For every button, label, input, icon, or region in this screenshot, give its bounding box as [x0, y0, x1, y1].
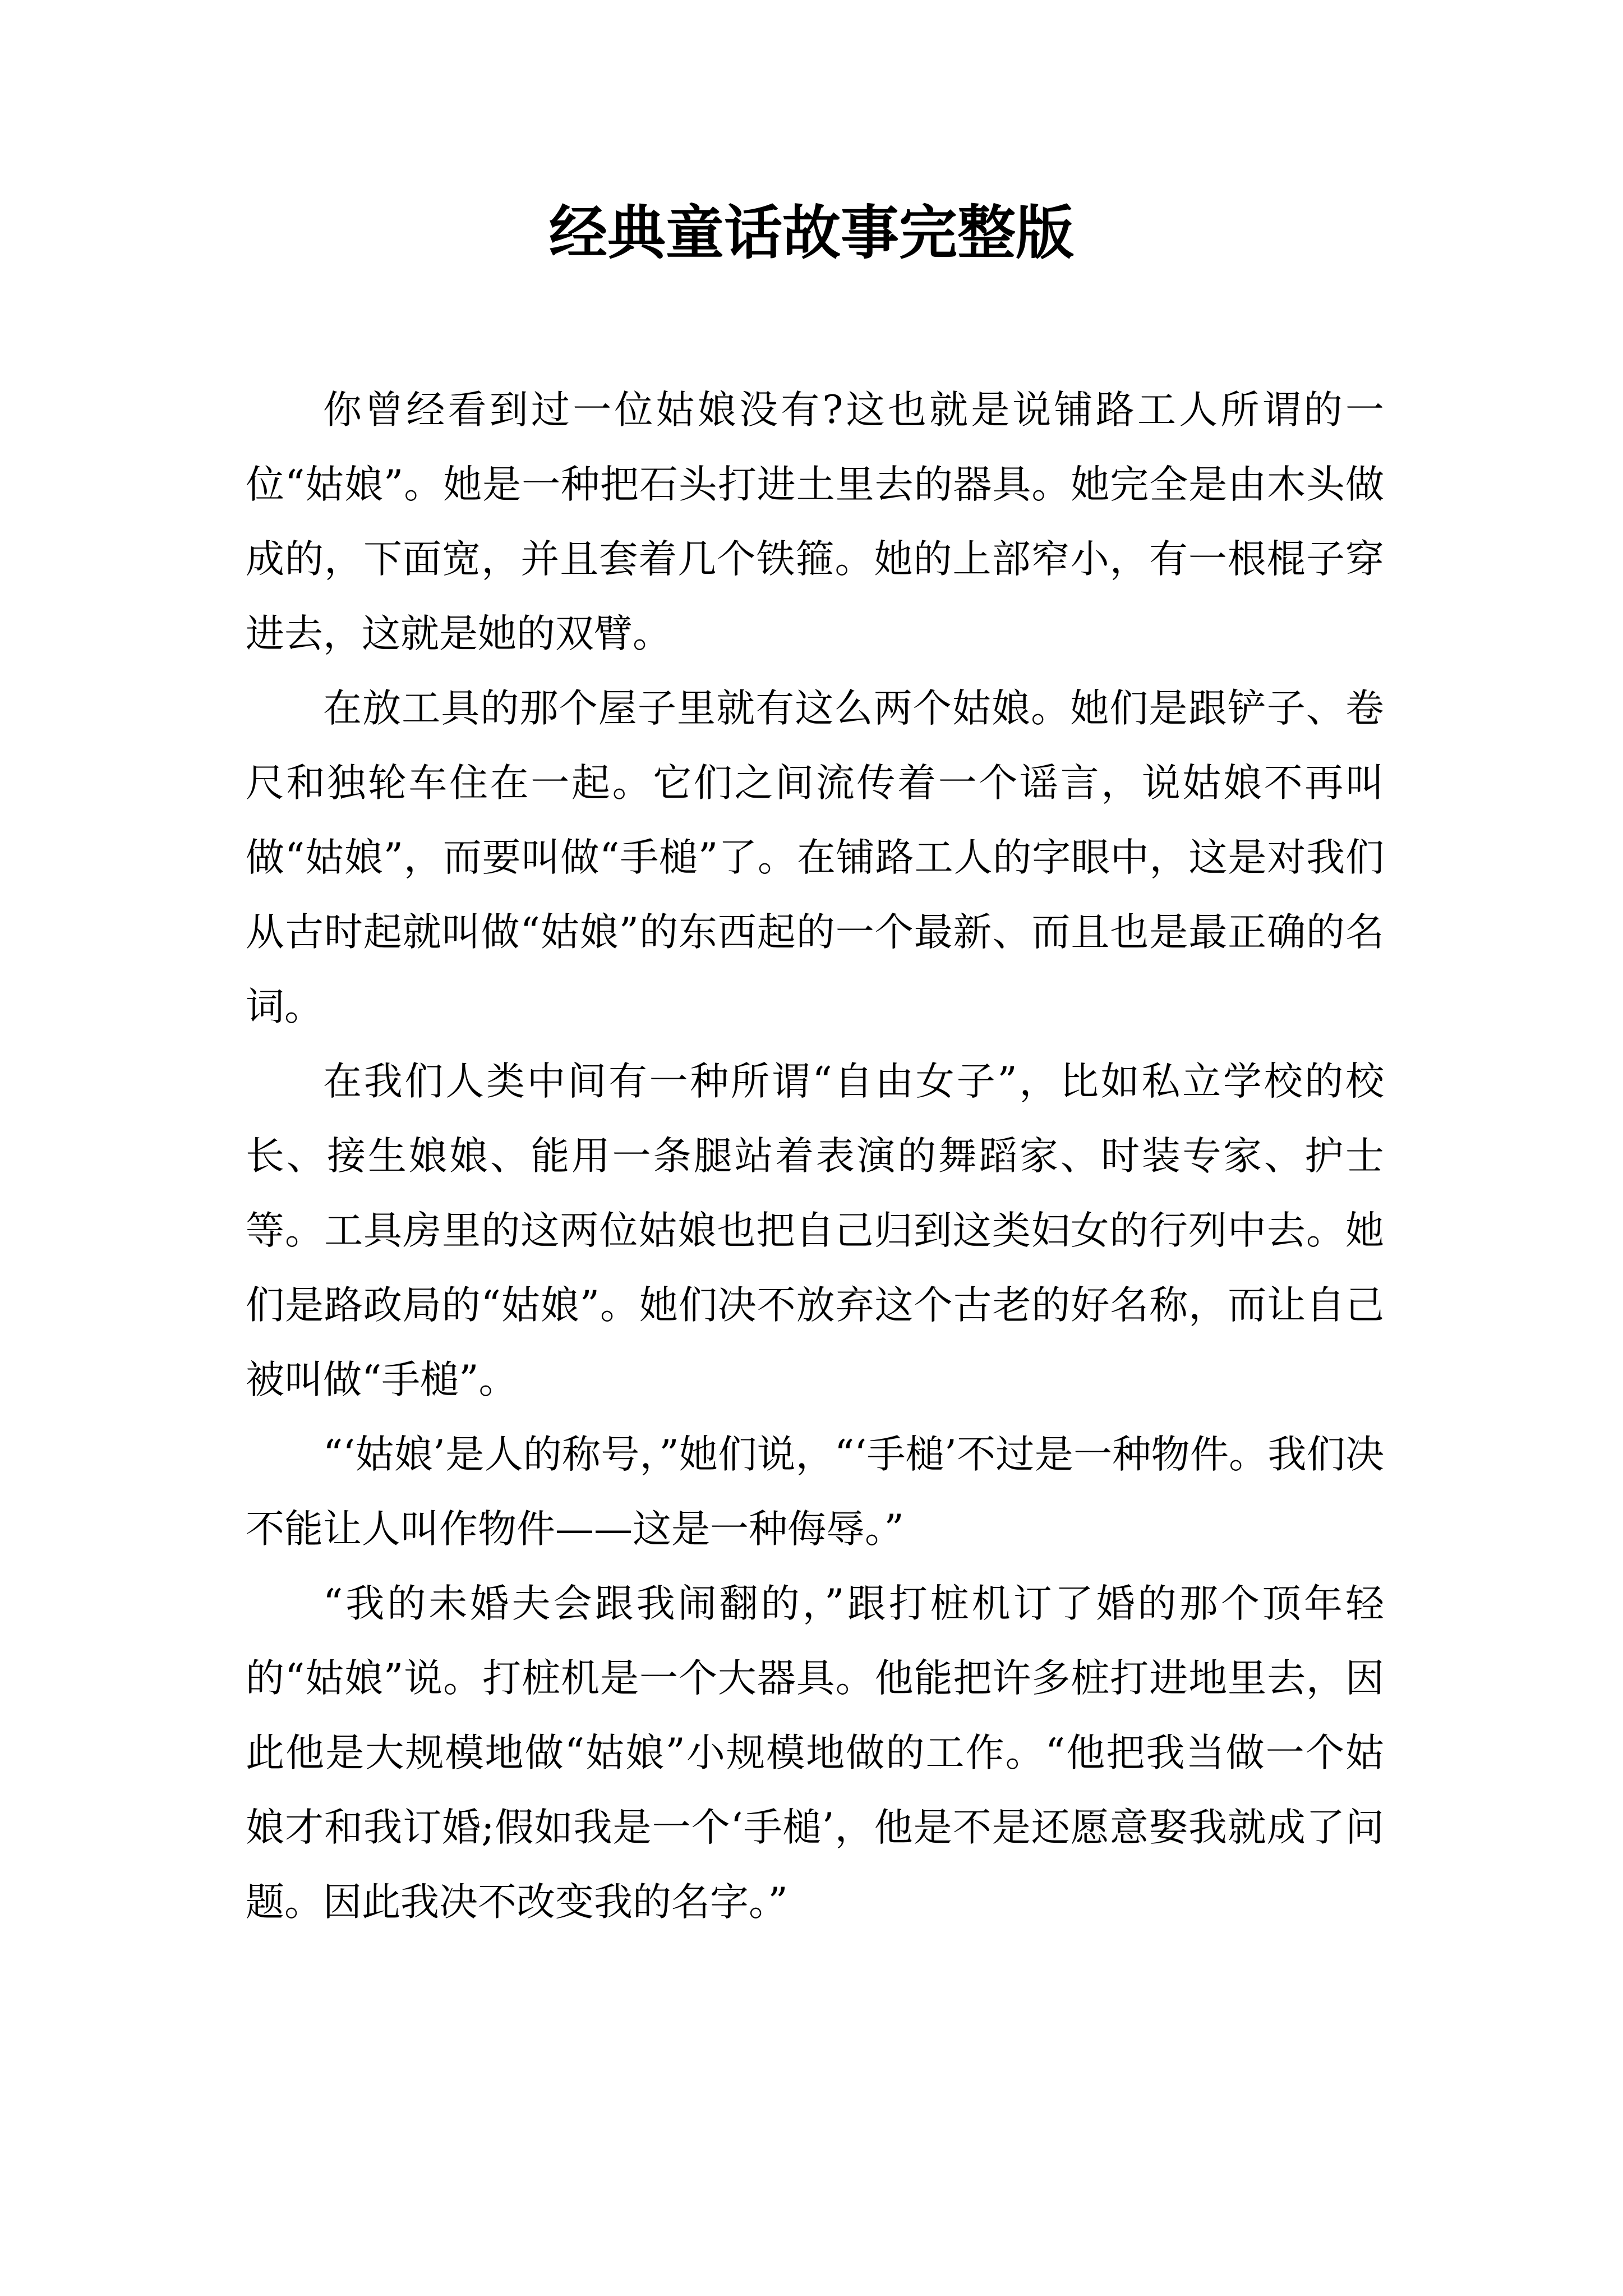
paragraph-5: “我的未婚夫会跟我闹翻的，”跟打桩机订了婚的那个顶年轻的“姑娘”说。打桩机是一个大器具。他能把许多桩打进地里去，因此他是大规模地做“姑娘”小规模地做的工作。“他把我当做一个姑娘才和我订婚;假如我是一个‘手槌’，他是不是还愿意娶我就成了问题。因此我决不改变我的名字。”: [246, 1581, 1384, 1925]
paragraph-1: 你曾经看到过一位姑娘没有?这也就是说铺路工人所谓的一位“姑娘”。她是一种把石头打进土里去的器具。她完全是由木头做成的，下面宽，并且套着几个铁箍。她的上部窄小，有一根棍子穿进去，这就是她的双臂。: [246, 388, 1384, 656]
paragraph-3: 在我们人类中间有一种所谓“自由女子”，比如私立学校的校长、接生娘娘、能用一条腿站着表演的舞蹈家、时装专家、护士等。工具房里的这两位姑娘也把自己归到这类妇女的行列中去。她们是路政局的“姑娘”。她们决不放弃这个古老的好名称，而让自己被叫做“手槌”。: [246, 1059, 1384, 1402]
paragraph-2: 在放工具的那个屋子里就有这么两个姑娘。她们是跟铲子、卷尺和独轮车住在一起。它们之间流传着一个谣言，说姑娘不再叫做“姑娘”，而要叫做“手槌”了。在铺路工人的字眼中，这是对我们从古时起就叫做“姑娘”的东西起的一个最新、而且也是最正确的名词。: [246, 686, 1384, 1029]
document-body: [246, 373, 1384, 1940]
document-title: 经典童话故事完整版: [548, 198, 1074, 267]
paragraph-4: “‘姑娘’是人的称号，”她们说，“‘手槌’不过是一种物件。我们决不能让人叫作物件——这是一种侮辱。”: [246, 1432, 1384, 1552]
